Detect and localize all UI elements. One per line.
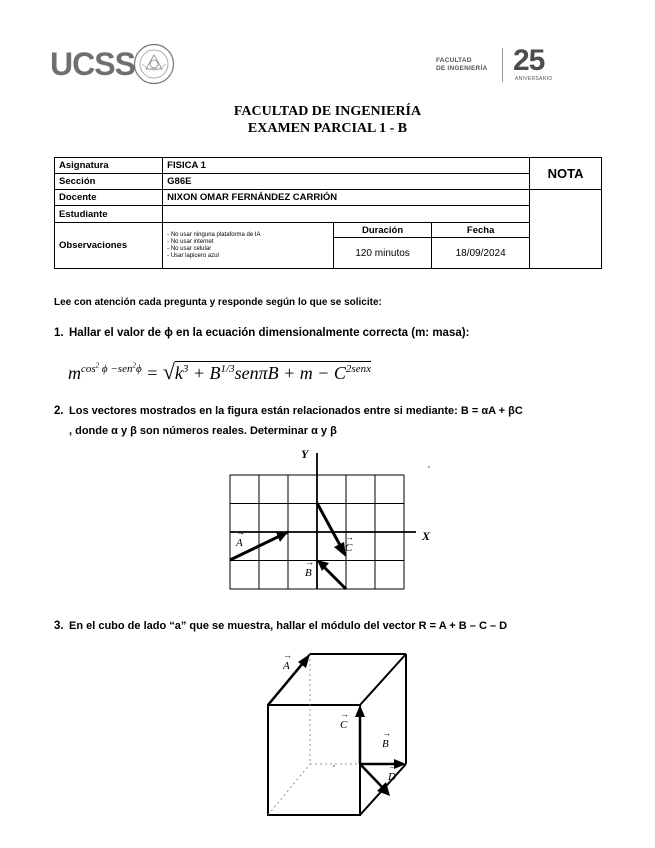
observaciones-list: - No usar ninguna plataforma de IA - No usar internet - No usar celular - Usar lapicero azul <box>163 223 334 269</box>
seccion-value: G86E <box>163 174 530 190</box>
faculty-title: FACULTAD DE INGENIERÍA <box>233 104 422 119</box>
q1-text: Hallar el valor de ϕ en la ecuación dimensionalmente correcta (m: masa): <box>69 327 470 339</box>
anniversary-number: 25 <box>513 44 545 77</box>
vector-c-line <box>317 503 341 547</box>
ucss-logo <box>50 42 186 88</box>
duracion-label: Duración <box>334 223 432 238</box>
asignatura-label: Asignatura <box>55 158 163 174</box>
nota-label: NOTA <box>530 158 602 190</box>
estudiante-label: Estudiante <box>55 206 163 223</box>
vector-b-line <box>322 565 346 589</box>
fig3-label-a: → A <box>283 660 290 672</box>
axis-x-label: X <box>422 529 431 543</box>
exam-info-table <box>54 157 602 269</box>
fig2-label-b: → B <box>305 567 312 579</box>
q2-text-cont: , donde α y β son números reales. Determinar α y β <box>69 425 337 437</box>
vector-grid-figure <box>224 447 449 592</box>
faculty-logo-text: FACULTAD DE INGENIERÍA <box>436 57 488 72</box>
fig3-label-b: → B <box>382 738 389 750</box>
instructions: Lee con atención cada pregunta y responde según lo que se solicite: <box>54 297 382 308</box>
fig2-label-c: → C <box>345 542 352 554</box>
docente-value: NIXON OMAR FERNÁNDEZ CARRIÓN <box>163 190 530 206</box>
fig2-label-a: → A <box>236 537 243 549</box>
logo-divider <box>502 48 503 82</box>
fig3-label-c: → C <box>340 719 347 731</box>
fig3-label-d: → D <box>388 771 396 783</box>
cube-vector-d-line <box>360 764 384 789</box>
axis-y-label: Y <box>301 447 309 461</box>
q2-number: 2. <box>54 405 64 417</box>
faculty-logo <box>436 44 571 84</box>
nota-box <box>530 190 602 269</box>
duracion-value: 120 minutos <box>334 238 432 269</box>
fecha-value: 18/09/2024 <box>432 238 530 269</box>
q3-number: 3. <box>54 620 64 632</box>
q3-text: En el cubo de lado “a” que se muestra, hallar el módulo del vector R = A + B – C – D <box>69 620 508 632</box>
asignatura-value: FISICA 1 <box>163 158 530 174</box>
q1-number: 1. <box>54 327 64 339</box>
observaciones-label: Observaciones <box>55 223 163 269</box>
q2-text: Los vectores mostrados en la figura están relacionados entre si mediante: B = αA + βC <box>69 405 523 417</box>
docente-label: Docente <box>55 190 163 206</box>
university-seal-icon <box>133 43 175 85</box>
estudiante-value <box>163 206 530 223</box>
anniversary-label: ANIVERSARIO <box>515 76 553 82</box>
cube-vector-c-arrowhead-icon <box>355 705 365 717</box>
seccion-label: Sección <box>55 174 163 190</box>
ucss-logo-text: UCSS <box>50 46 135 82</box>
fecha-label: Fecha <box>432 223 530 238</box>
q1-equation: $m^{cos^2 \phi -sen^2\phi} = √k^3 + B^{1/3}sen\pi B + m - C^{2senx}$ <box>68 359 371 384</box>
exam-title: EXAMEN PARCIAL 1 - B <box>247 121 408 136</box>
